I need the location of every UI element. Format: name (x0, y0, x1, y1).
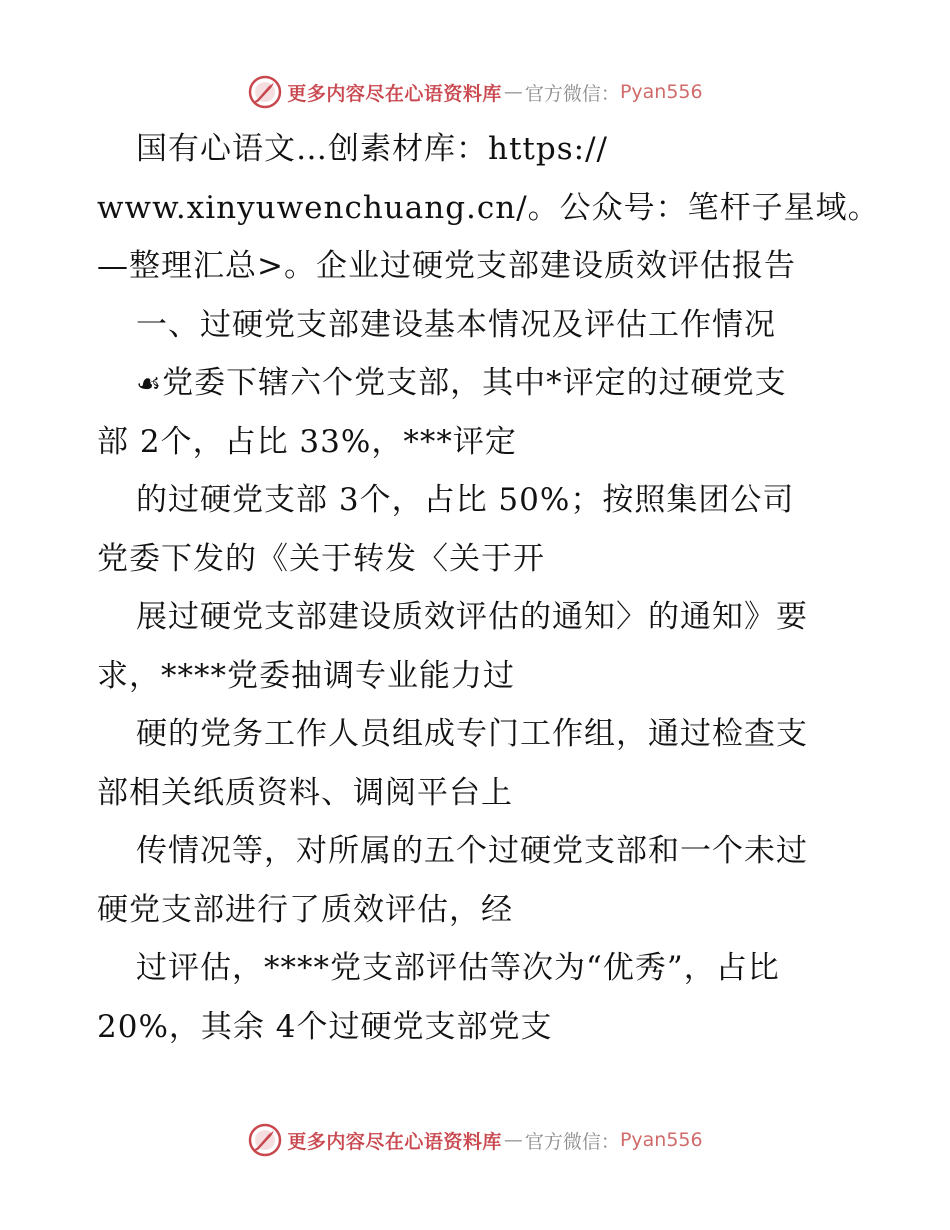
body-line: 的过硬党支部 3个，占比 50%；按照集团公司 (136, 482, 795, 518)
banner-dash: — (503, 81, 523, 103)
body-line: 部 2个，占比 33%，***评定 (97, 423, 517, 460)
quill-seal-icon (247, 74, 283, 110)
body-line: 传情况等，对所属的五个过硬党支部和一个未过 (136, 833, 808, 869)
body-line: 国有心语文…创素材库：https:// (136, 131, 608, 167)
body-line: ☙党委下辖六个党支部，其中*评定的过硬党支 (97, 354, 857, 413)
wechat-label: 官方微信： (524, 1130, 620, 1153)
brand-text: 更多内容尽在心语资料库 (287, 1130, 502, 1153)
body-line: www.xinyuwenchuang.cn/。公众号：笔杆子星域。 (97, 189, 880, 226)
body-line: 硬党支部进行了质效评估，经 (97, 891, 513, 928)
body-line: 硬的党务工作人员组成专门工作组，通过检查支 (136, 716, 808, 752)
quill-seal-icon (247, 1122, 283, 1158)
wechat-label: 官方微信： (524, 82, 620, 105)
wechat-id: Pyan556 (619, 1129, 703, 1151)
wechat-id: Pyan556 (619, 81, 703, 103)
brand-text: 更多内容尽在心语资料库 (287, 82, 502, 105)
header-banner (0, 72, 950, 112)
footer-banner (0, 1120, 950, 1160)
fleuron-icon: ☙ (136, 367, 163, 400)
document-body (97, 120, 880, 1056)
body-line: 党委下发的《关于转发〈关于开 (97, 540, 545, 577)
body-line: 求，****党委抽调专业能力过 (97, 657, 515, 694)
banner-dash: — (503, 1129, 523, 1151)
body-line: 20%，其余 4个过硬党支部党支 (97, 1008, 553, 1045)
section-heading: 一、过硬党支部建设基本情况及评估工作情况 (136, 306, 776, 343)
body-line: 部相关纸质资料、调阅平台上 (97, 774, 513, 811)
body-line: 过评估，****党支部评估等次为“优秀”，占比 (136, 950, 780, 986)
body-line: 展过硬党支部建设质效评估的通知〉的通知》要 (136, 599, 808, 635)
body-line: —整理汇总>。企业过硬党支部建设质效评估报告 (97, 248, 796, 284)
